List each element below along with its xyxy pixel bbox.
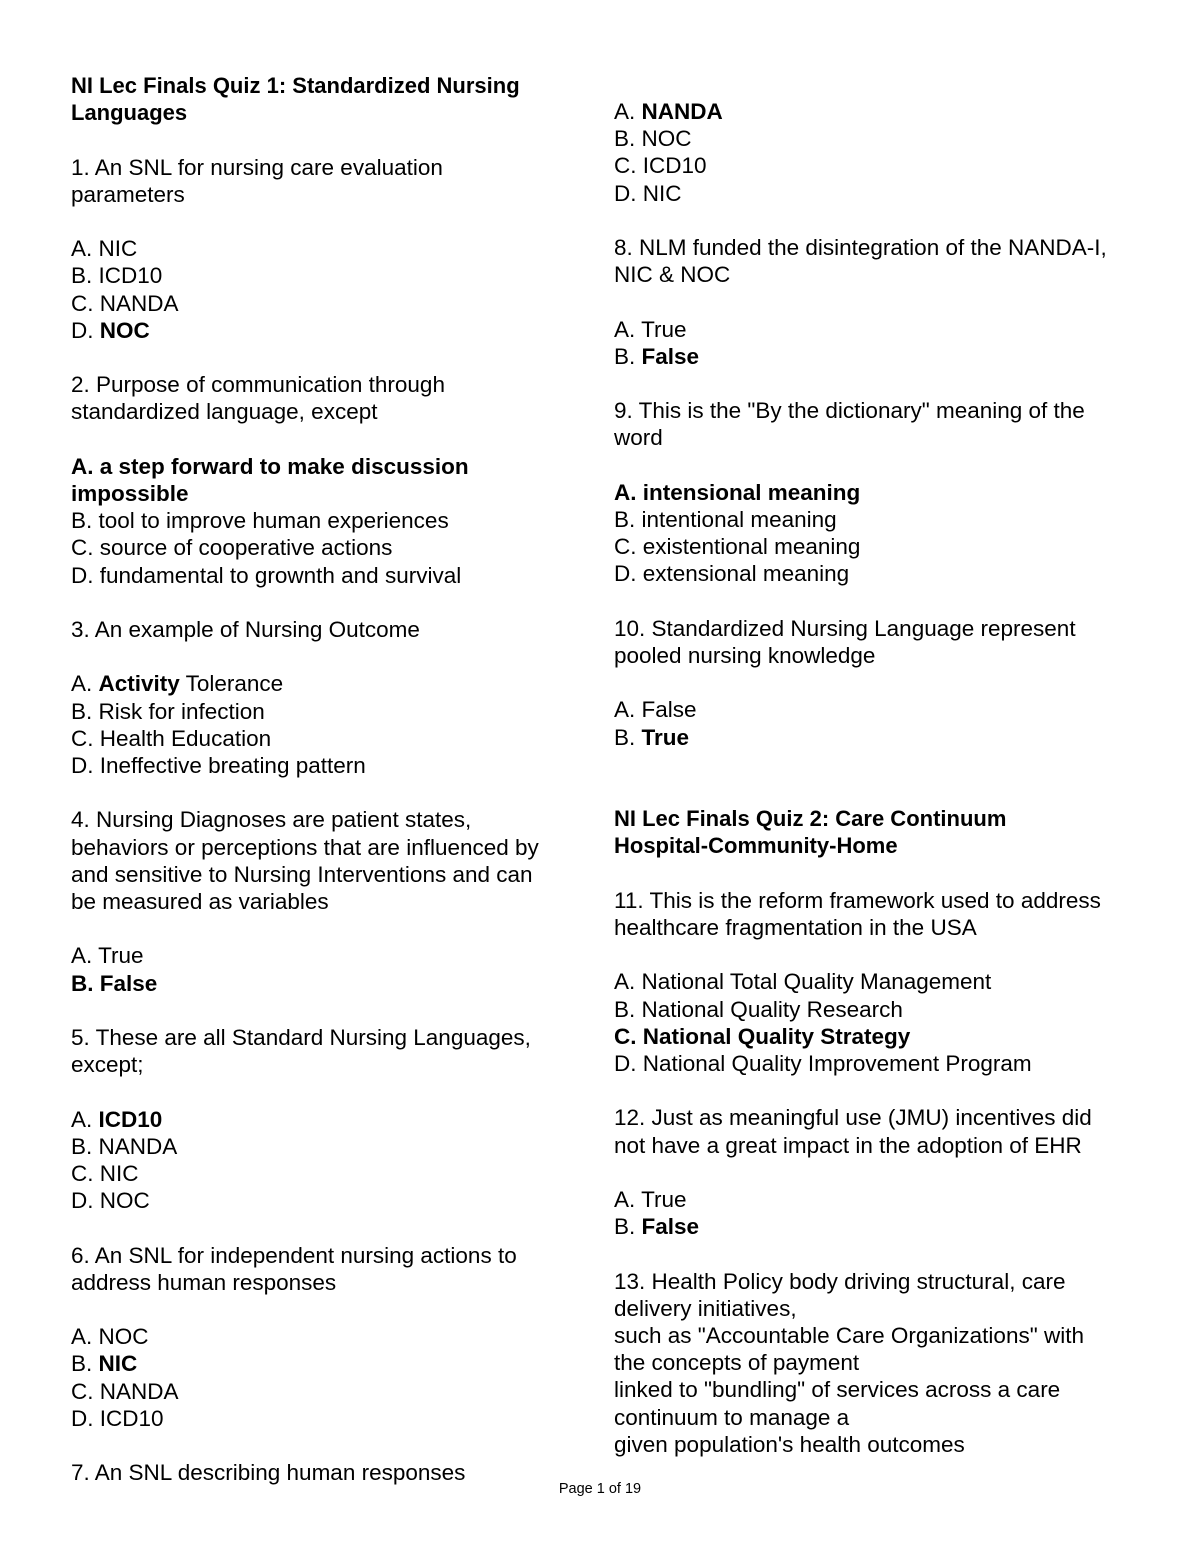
q2-option-b: B. tool to improve human experiences <box>71 508 449 534</box>
q1-option-a: A. NIC <box>71 236 138 262</box>
q12-answer: False <box>641 1214 700 1240</box>
q9-option-a-answer: A. intensional meaning <box>614 479 861 505</box>
right-column <box>614 98 1144 1458</box>
q10-stem: pooled nursing knowledge <box>614 642 876 668</box>
q5-stem: 5. These are all Standard Nursing Languages, <box>71 1024 531 1050</box>
q7-option-b: B. NOC <box>614 126 692 152</box>
q11-stem: 11. This is the reform framework used to address <box>614 887 1101 913</box>
q2-option-c: C. source of cooperative actions <box>71 535 393 561</box>
q13-stem: the concepts of payment <box>614 1350 860 1376</box>
q2-option-d: D. fundamental to grownth and survival <box>71 562 462 588</box>
q13-stem: continuum to manage a <box>614 1404 850 1430</box>
q11-option-b: B. National Quality Research <box>614 996 903 1022</box>
q6-answer: NIC <box>98 1351 138 1377</box>
q3-option-d: D. Ineffective breating pattern <box>71 752 366 778</box>
q8-answer: False <box>641 343 700 369</box>
q7-option-c: C. ICD10 <box>614 153 707 179</box>
q1-option-d: D. NOC <box>71 317 150 343</box>
q12-stem: not have a great impact in the adoption of EHR <box>614 1132 1082 1158</box>
q2-stem: 2. Purpose of communication through <box>71 372 445 398</box>
q4-option-a: A. True <box>71 943 144 969</box>
q5-option-b: B. NANDA <box>71 1133 178 1159</box>
q6-option-a: A. NOC <box>71 1324 149 1350</box>
q10-stem: 10. Standardized Nursing Language represent <box>614 615 1076 641</box>
q13-stem: such as "Accountable Care Organizations" with <box>614 1322 1084 1348</box>
q11-option-d: D. National Quality Improvement Program <box>614 1050 1032 1076</box>
q4-stem: behaviors or perceptions that are influenced by <box>71 834 539 860</box>
q7-option-d: D. NIC <box>614 180 682 206</box>
q8-option-a: A. True <box>614 316 687 342</box>
q5-answer: ICD10 <box>98 1106 163 1132</box>
q6-stem: address human responses <box>71 1269 337 1295</box>
q1-option-c: C. NANDA <box>71 290 179 316</box>
q3-answer: Activity <box>98 671 180 697</box>
q13-stem: 13. Health Policy body driving structural, care <box>614 1268 1066 1294</box>
q8-stem: 8. NLM funded the disintegration of the NANDA-I, <box>614 235 1107 260</box>
q10-option-b: B. True <box>614 724 690 750</box>
q9-option-b: B. intentional meaning <box>614 506 837 532</box>
q1-stem: parameters <box>71 181 185 207</box>
q5-stem: except; <box>71 1052 144 1078</box>
q3-stem: 3. An example of Nursing Outcome <box>71 616 420 642</box>
q12-option-b: B. False <box>614 1214 700 1240</box>
q4-option-b-answer: B. False <box>71 970 158 996</box>
q4-stem: 4. Nursing Diagnoses are patient states, <box>71 807 472 833</box>
quiz2-title-line1: NI Lec Finals Quiz 2: Care Continuum <box>614 806 1007 832</box>
q6-option-c: C. NANDA <box>71 1378 179 1404</box>
q4-stem: and sensitive to Nursing Interventions and can <box>71 861 533 887</box>
q9-stem: 9. This is the "By the dictionary" meaning of the <box>614 398 1085 424</box>
q5-option-a: A. ICD10 <box>71 1106 163 1132</box>
q11-stem: healthcare fragmentation in the USA <box>614 914 977 940</box>
q1-option-b: B. ICD10 <box>71 263 163 289</box>
q11-option-c-answer: C. National Quality Strategy <box>614 1023 911 1049</box>
quiz1-title-line1: NI Lec Finals Quiz 1: Standardized Nursing <box>71 73 520 98</box>
q6-option-b: B. NIC <box>71 1351 138 1377</box>
q2-option-a-answer: impossible <box>71 480 189 506</box>
q9-stem: word <box>614 425 663 451</box>
q13-stem: delivery initiatives, <box>614 1295 797 1321</box>
q10-answer: True <box>641 724 690 750</box>
q8-stem: NIC & NOC <box>614 262 731 288</box>
q11-option-a: A. National Total Quality Management <box>614 969 992 995</box>
left-column <box>71 72 571 1486</box>
q13-stem: linked to "bundling" of services across a care <box>614 1377 1061 1403</box>
q8-option-b: B. False <box>614 343 700 369</box>
q4-stem: be measured as variables <box>71 888 329 914</box>
q6-stem: 6. An SNL for independent nursing actions to <box>71 1242 517 1268</box>
q5-option-d: D. NOC <box>71 1188 150 1214</box>
q2-stem: standardized language, except <box>71 399 378 425</box>
q7-option-a: A. NANDA <box>614 99 723 124</box>
q7-stem: 7. An SNL describing human responses <box>71 1460 466 1486</box>
quiz2-title-line2: Hospital-Community-Home <box>614 833 898 859</box>
q12-stem: 12. Just as meaningful use (JMU) incentives did <box>614 1105 1092 1131</box>
q3-option-c: C. Health Education <box>71 725 272 751</box>
q9-option-d: D. extensional meaning <box>614 561 850 587</box>
q3-option-a: A. Activity Tolerance <box>71 671 284 697</box>
q13-stem: given population's health outcomes <box>614 1431 965 1457</box>
page-number: Page 1 of 19 <box>558 1481 642 1497</box>
q10-option-a: A. False <box>614 697 697 723</box>
q9-option-c: C. existentional meaning <box>614 534 861 560</box>
q1-stem: 1. An SNL for nursing care evaluation <box>71 154 443 180</box>
q1-answer: NOC <box>99 317 150 343</box>
q12-option-a: A. True <box>614 1186 687 1212</box>
q7-answer: NANDA <box>641 99 723 124</box>
q2-option-a-answer: A. a step forward to make discussion <box>71 453 469 479</box>
quiz1-title-line2: Languages <box>71 100 188 126</box>
q5-option-c: C. NIC <box>71 1160 139 1186</box>
q6-option-d: D. ICD10 <box>71 1405 164 1431</box>
q3-option-b: B. Risk for infection <box>71 698 265 724</box>
